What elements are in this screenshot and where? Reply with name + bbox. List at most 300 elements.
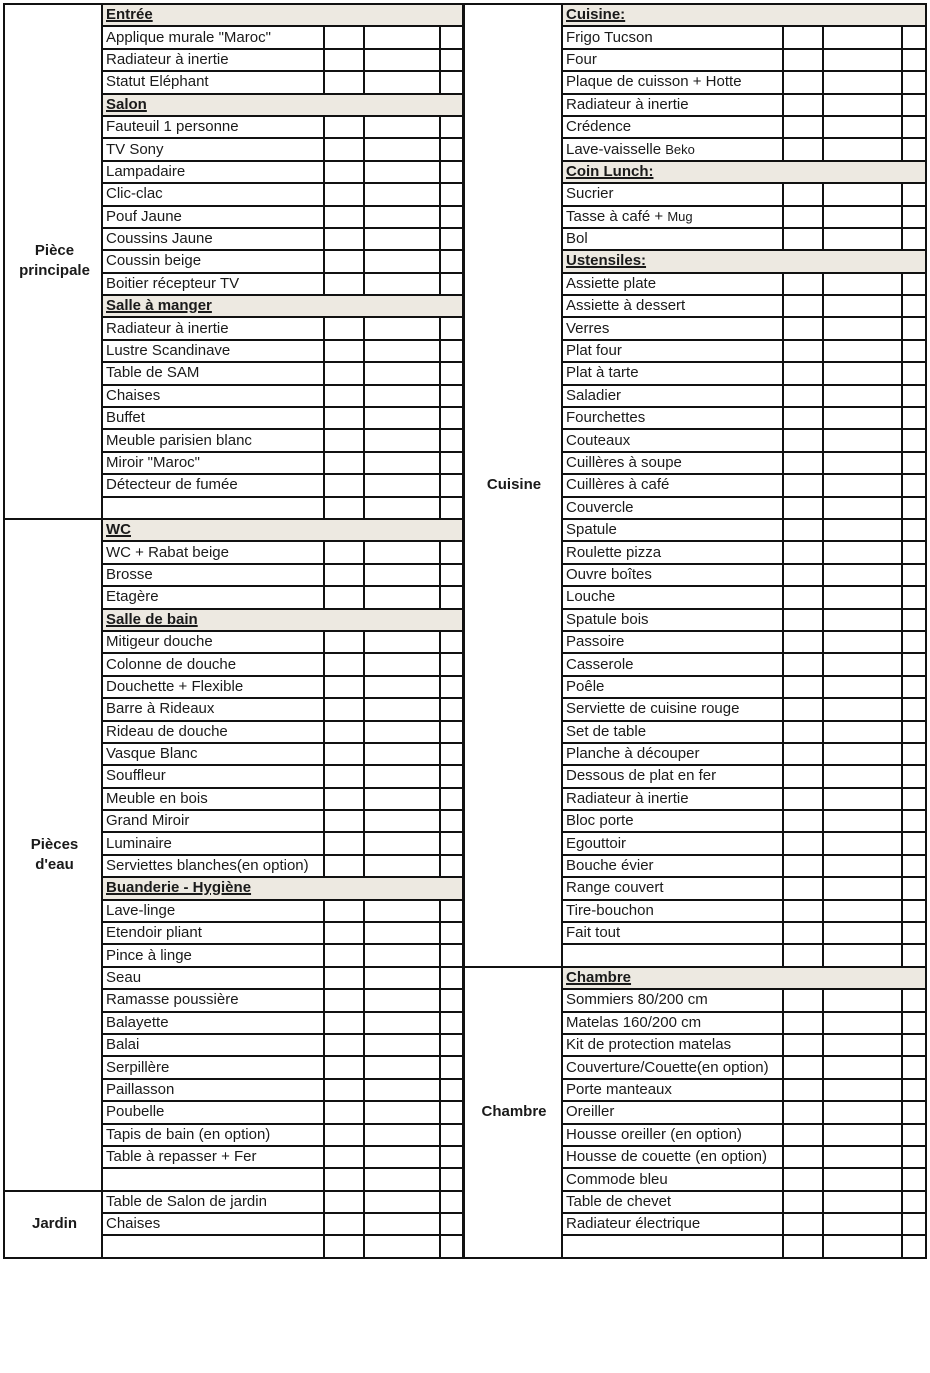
check-cell-3[interactable]	[440, 474, 464, 496]
check-cell-2[interactable]	[364, 832, 440, 854]
check-cell-2[interactable]	[823, 944, 902, 966]
check-cell-3[interactable]	[902, 317, 926, 339]
check-cell-3[interactable]	[902, 721, 926, 743]
check-cell-2[interactable]	[823, 183, 902, 205]
check-cell-3[interactable]	[440, 698, 464, 720]
check-cell-1[interactable]	[324, 429, 364, 451]
check-cell-1[interactable]	[324, 317, 364, 339]
check-cell-2[interactable]	[823, 452, 902, 474]
empty-item-cell[interactable]	[102, 1235, 324, 1257]
check-cell-3[interactable]	[440, 810, 464, 832]
check-cell-2[interactable]	[364, 1213, 440, 1235]
empty-item-cell[interactable]	[562, 944, 783, 966]
empty-item-cell[interactable]	[562, 1235, 783, 1257]
check-cell-3[interactable]	[902, 497, 926, 519]
check-cell-1[interactable]	[324, 497, 364, 519]
check-cell-1[interactable]	[324, 810, 364, 832]
check-cell-1[interactable]	[783, 1101, 823, 1123]
check-cell-3[interactable]	[902, 138, 926, 160]
check-cell-2[interactable]	[364, 340, 440, 362]
check-cell-1[interactable]	[324, 138, 364, 160]
check-cell-2[interactable]	[823, 877, 902, 899]
check-cell-2[interactable]	[364, 1056, 440, 1078]
check-cell-1[interactable]	[783, 49, 823, 71]
check-cell-1[interactable]	[324, 273, 364, 295]
check-cell-1[interactable]	[783, 676, 823, 698]
check-cell-1[interactable]	[783, 653, 823, 675]
check-cell-3[interactable]	[902, 855, 926, 877]
check-cell-3[interactable]	[440, 721, 464, 743]
check-cell-3[interactable]	[902, 474, 926, 496]
check-cell-3[interactable]	[902, 1034, 926, 1056]
check-cell-2[interactable]	[823, 362, 902, 384]
check-cell-1[interactable]	[324, 788, 364, 810]
check-cell-1[interactable]	[783, 94, 823, 116]
check-cell-1[interactable]	[783, 541, 823, 563]
check-cell-1[interactable]	[324, 721, 364, 743]
check-cell-1[interactable]	[783, 474, 823, 496]
check-cell-3[interactable]	[440, 497, 464, 519]
check-cell-1[interactable]	[324, 541, 364, 563]
check-cell-1[interactable]	[324, 1012, 364, 1034]
check-cell-3[interactable]	[902, 609, 926, 631]
check-cell-1[interactable]	[324, 989, 364, 1011]
check-cell-1[interactable]	[324, 452, 364, 474]
check-cell-2[interactable]	[823, 765, 902, 787]
check-cell-2[interactable]	[823, 273, 902, 295]
check-cell-1[interactable]	[324, 1168, 364, 1190]
check-cell-2[interactable]	[823, 1034, 902, 1056]
check-cell-1[interactable]	[783, 1168, 823, 1190]
check-cell-3[interactable]	[440, 541, 464, 563]
check-cell-2[interactable]	[364, 653, 440, 675]
check-cell-3[interactable]	[902, 676, 926, 698]
check-cell-3[interactable]	[902, 452, 926, 474]
check-cell-1[interactable]	[783, 1012, 823, 1034]
check-cell-2[interactable]	[364, 765, 440, 787]
check-cell-2[interactable]	[823, 116, 902, 138]
check-cell-2[interactable]	[823, 721, 902, 743]
check-cell-2[interactable]	[364, 317, 440, 339]
check-cell-1[interactable]	[324, 1146, 364, 1168]
check-cell-1[interactable]	[324, 407, 364, 429]
check-cell-1[interactable]	[324, 586, 364, 608]
check-cell-2[interactable]	[823, 1168, 902, 1190]
check-cell-2[interactable]	[823, 138, 902, 160]
check-cell-2[interactable]	[823, 49, 902, 71]
check-cell-3[interactable]	[902, 1235, 926, 1257]
check-cell-1[interactable]	[324, 944, 364, 966]
check-cell-1[interactable]	[783, 1191, 823, 1213]
check-cell-3[interactable]	[440, 765, 464, 787]
check-cell-1[interactable]	[783, 765, 823, 787]
check-cell-2[interactable]	[823, 1101, 902, 1123]
check-cell-1[interactable]	[324, 900, 364, 922]
check-cell-2[interactable]	[823, 429, 902, 451]
check-cell-2[interactable]	[823, 1146, 902, 1168]
check-cell-3[interactable]	[440, 1101, 464, 1123]
check-cell-3[interactable]	[440, 1146, 464, 1168]
check-cell-1[interactable]	[783, 810, 823, 832]
check-cell-3[interactable]	[440, 161, 464, 183]
check-cell-2[interactable]	[364, 1034, 440, 1056]
check-cell-1[interactable]	[783, 698, 823, 720]
check-cell-3[interactable]	[440, 183, 464, 205]
check-cell-1[interactable]	[324, 1101, 364, 1123]
check-cell-2[interactable]	[364, 631, 440, 653]
check-cell-3[interactable]	[902, 385, 926, 407]
check-cell-2[interactable]	[823, 1056, 902, 1078]
check-cell-3[interactable]	[440, 429, 464, 451]
check-cell-2[interactable]	[364, 138, 440, 160]
check-cell-3[interactable]	[440, 1191, 464, 1213]
check-cell-2[interactable]	[823, 1124, 902, 1146]
check-cell-2[interactable]	[364, 1012, 440, 1034]
check-cell-1[interactable]	[324, 116, 364, 138]
check-cell-2[interactable]	[823, 788, 902, 810]
check-cell-2[interactable]	[364, 1146, 440, 1168]
check-cell-2[interactable]	[364, 228, 440, 250]
check-cell-1[interactable]	[783, 1034, 823, 1056]
check-cell-1[interactable]	[783, 922, 823, 944]
check-cell-2[interactable]	[823, 855, 902, 877]
check-cell-1[interactable]	[783, 989, 823, 1011]
check-cell-3[interactable]	[902, 429, 926, 451]
check-cell-2[interactable]	[364, 26, 440, 48]
check-cell-3[interactable]	[902, 944, 926, 966]
check-cell-3[interactable]	[440, 586, 464, 608]
check-cell-3[interactable]	[440, 944, 464, 966]
check-cell-2[interactable]	[823, 474, 902, 496]
check-cell-3[interactable]	[902, 407, 926, 429]
check-cell-2[interactable]	[823, 94, 902, 116]
check-cell-1[interactable]	[324, 765, 364, 787]
check-cell-3[interactable]	[902, 900, 926, 922]
check-cell-2[interactable]	[364, 474, 440, 496]
check-cell-3[interactable]	[440, 116, 464, 138]
check-cell-2[interactable]	[364, 788, 440, 810]
check-cell-3[interactable]	[440, 832, 464, 854]
check-cell-1[interactable]	[783, 138, 823, 160]
check-cell-1[interactable]	[783, 26, 823, 48]
check-cell-2[interactable]	[364, 161, 440, 183]
check-cell-2[interactable]	[364, 452, 440, 474]
check-cell-2[interactable]	[364, 407, 440, 429]
check-cell-1[interactable]	[783, 340, 823, 362]
check-cell-2[interactable]	[823, 1213, 902, 1235]
check-cell-2[interactable]	[823, 586, 902, 608]
check-cell-3[interactable]	[440, 49, 464, 71]
check-cell-1[interactable]	[783, 407, 823, 429]
check-cell-1[interactable]	[783, 385, 823, 407]
check-cell-3[interactable]	[440, 273, 464, 295]
check-cell-2[interactable]	[364, 429, 440, 451]
check-cell-2[interactable]	[823, 519, 902, 541]
check-cell-3[interactable]	[902, 564, 926, 586]
check-cell-3[interactable]	[440, 1056, 464, 1078]
check-cell-1[interactable]	[783, 586, 823, 608]
check-cell-2[interactable]	[823, 989, 902, 1011]
check-cell-2[interactable]	[364, 721, 440, 743]
check-cell-1[interactable]	[324, 340, 364, 362]
check-cell-3[interactable]	[902, 1146, 926, 1168]
check-cell-3[interactable]	[902, 832, 926, 854]
check-cell-2[interactable]	[364, 1168, 440, 1190]
check-cell-3[interactable]	[902, 743, 926, 765]
check-cell-1[interactable]	[783, 429, 823, 451]
check-cell-2[interactable]	[364, 989, 440, 1011]
check-cell-3[interactable]	[902, 586, 926, 608]
check-cell-2[interactable]	[364, 586, 440, 608]
check-cell-1[interactable]	[324, 1034, 364, 1056]
check-cell-3[interactable]	[440, 676, 464, 698]
check-cell-2[interactable]	[364, 1191, 440, 1213]
check-cell-3[interactable]	[902, 1012, 926, 1034]
check-cell-1[interactable]	[783, 452, 823, 474]
check-cell-1[interactable]	[324, 71, 364, 93]
check-cell-1[interactable]	[783, 631, 823, 653]
check-cell-1[interactable]	[783, 855, 823, 877]
check-cell-1[interactable]	[324, 206, 364, 228]
check-cell-3[interactable]	[440, 340, 464, 362]
check-cell-1[interactable]	[783, 116, 823, 138]
check-cell-2[interactable]	[364, 541, 440, 563]
check-cell-2[interactable]	[364, 743, 440, 765]
check-cell-1[interactable]	[324, 1124, 364, 1146]
check-cell-2[interactable]	[823, 1235, 902, 1257]
check-cell-1[interactable]	[324, 161, 364, 183]
check-cell-1[interactable]	[783, 295, 823, 317]
check-cell-3[interactable]	[902, 1191, 926, 1213]
check-cell-1[interactable]	[324, 564, 364, 586]
check-cell-1[interactable]	[324, 922, 364, 944]
check-cell-1[interactable]	[783, 362, 823, 384]
check-cell-1[interactable]	[783, 1056, 823, 1078]
check-cell-3[interactable]	[902, 519, 926, 541]
check-cell-3[interactable]	[902, 26, 926, 48]
check-cell-1[interactable]	[324, 1079, 364, 1101]
check-cell-2[interactable]	[364, 273, 440, 295]
check-cell-2[interactable]	[364, 49, 440, 71]
check-cell-3[interactable]	[440, 250, 464, 272]
check-cell-2[interactable]	[823, 676, 902, 698]
check-cell-1[interactable]	[324, 250, 364, 272]
check-cell-3[interactable]	[440, 788, 464, 810]
check-cell-1[interactable]	[324, 855, 364, 877]
check-cell-2[interactable]	[364, 1079, 440, 1101]
check-cell-3[interactable]	[440, 967, 464, 989]
check-cell-3[interactable]	[902, 49, 926, 71]
check-cell-3[interactable]	[440, 989, 464, 1011]
check-cell-1[interactable]	[783, 497, 823, 519]
check-cell-2[interactable]	[364, 385, 440, 407]
check-cell-1[interactable]	[783, 273, 823, 295]
check-cell-1[interactable]	[324, 631, 364, 653]
check-cell-1[interactable]	[324, 698, 364, 720]
check-cell-3[interactable]	[902, 989, 926, 1011]
check-cell-2[interactable]	[823, 810, 902, 832]
check-cell-2[interactable]	[364, 698, 440, 720]
check-cell-1[interactable]	[324, 228, 364, 250]
check-cell-3[interactable]	[902, 1124, 926, 1146]
check-cell-3[interactable]	[902, 228, 926, 250]
check-cell-2[interactable]	[364, 1101, 440, 1123]
check-cell-3[interactable]	[440, 362, 464, 384]
check-cell-2[interactable]	[823, 407, 902, 429]
check-cell-2[interactable]	[823, 317, 902, 339]
check-cell-1[interactable]	[783, 832, 823, 854]
check-cell-3[interactable]	[902, 631, 926, 653]
check-cell-1[interactable]	[783, 788, 823, 810]
check-cell-3[interactable]	[902, 94, 926, 116]
check-cell-3[interactable]	[440, 1034, 464, 1056]
check-cell-2[interactable]	[364, 564, 440, 586]
check-cell-1[interactable]	[324, 1056, 364, 1078]
check-cell-2[interactable]	[823, 1191, 902, 1213]
check-cell-2[interactable]	[823, 743, 902, 765]
check-cell-2[interactable]	[823, 832, 902, 854]
check-cell-2[interactable]	[823, 26, 902, 48]
check-cell-2[interactable]	[364, 944, 440, 966]
check-cell-2[interactable]	[823, 385, 902, 407]
check-cell-3[interactable]	[902, 183, 926, 205]
check-cell-2[interactable]	[823, 900, 902, 922]
check-cell-1[interactable]	[783, 1213, 823, 1235]
check-cell-3[interactable]	[440, 1012, 464, 1034]
check-cell-2[interactable]	[823, 206, 902, 228]
check-cell-1[interactable]	[324, 967, 364, 989]
check-cell-3[interactable]	[902, 362, 926, 384]
check-cell-1[interactable]	[324, 676, 364, 698]
check-cell-3[interactable]	[440, 1124, 464, 1146]
check-cell-1[interactable]	[783, 317, 823, 339]
check-cell-3[interactable]	[902, 877, 926, 899]
check-cell-2[interactable]	[823, 609, 902, 631]
check-cell-2[interactable]	[364, 206, 440, 228]
check-cell-3[interactable]	[440, 900, 464, 922]
check-cell-1[interactable]	[783, 71, 823, 93]
check-cell-2[interactable]	[364, 676, 440, 698]
check-cell-2[interactable]	[823, 631, 902, 653]
check-cell-1[interactable]	[324, 1191, 364, 1213]
check-cell-3[interactable]	[440, 1235, 464, 1257]
check-cell-2[interactable]	[823, 295, 902, 317]
check-cell-2[interactable]	[823, 71, 902, 93]
check-cell-3[interactable]	[440, 743, 464, 765]
check-cell-2[interactable]	[823, 497, 902, 519]
check-cell-3[interactable]	[902, 116, 926, 138]
check-cell-2[interactable]	[364, 967, 440, 989]
check-cell-3[interactable]	[440, 1168, 464, 1190]
check-cell-1[interactable]	[783, 944, 823, 966]
check-cell-1[interactable]	[783, 519, 823, 541]
check-cell-1[interactable]	[324, 49, 364, 71]
check-cell-3[interactable]	[902, 71, 926, 93]
check-cell-1[interactable]	[783, 1235, 823, 1257]
check-cell-2[interactable]	[364, 116, 440, 138]
check-cell-3[interactable]	[440, 385, 464, 407]
check-cell-2[interactable]	[364, 250, 440, 272]
check-cell-2[interactable]	[823, 1012, 902, 1034]
check-cell-1[interactable]	[783, 743, 823, 765]
check-cell-2[interactable]	[364, 900, 440, 922]
check-cell-1[interactable]	[324, 832, 364, 854]
check-cell-3[interactable]	[440, 317, 464, 339]
check-cell-1[interactable]	[783, 1124, 823, 1146]
check-cell-2[interactable]	[823, 698, 902, 720]
check-cell-3[interactable]	[902, 1213, 926, 1235]
check-cell-2[interactable]	[823, 228, 902, 250]
check-cell-1[interactable]	[324, 1235, 364, 1257]
check-cell-3[interactable]	[902, 206, 926, 228]
check-cell-2[interactable]	[364, 497, 440, 519]
check-cell-1[interactable]	[324, 1213, 364, 1235]
check-cell-1[interactable]	[324, 743, 364, 765]
check-cell-3[interactable]	[440, 206, 464, 228]
check-cell-1[interactable]	[324, 26, 364, 48]
check-cell-3[interactable]	[440, 564, 464, 586]
check-cell-1[interactable]	[783, 564, 823, 586]
empty-item-cell[interactable]	[102, 1168, 324, 1190]
check-cell-3[interactable]	[440, 71, 464, 93]
check-cell-3[interactable]	[902, 788, 926, 810]
check-cell-2[interactable]	[364, 922, 440, 944]
check-cell-1[interactable]	[783, 1079, 823, 1101]
check-cell-1[interactable]	[783, 609, 823, 631]
check-cell-2[interactable]	[364, 1124, 440, 1146]
check-cell-3[interactable]	[902, 1079, 926, 1101]
check-cell-1[interactable]	[783, 206, 823, 228]
check-cell-1[interactable]	[783, 721, 823, 743]
check-cell-3[interactable]	[440, 26, 464, 48]
check-cell-1[interactable]	[324, 385, 364, 407]
check-cell-3[interactable]	[902, 541, 926, 563]
check-cell-2[interactable]	[364, 362, 440, 384]
check-cell-1[interactable]	[783, 1146, 823, 1168]
check-cell-3[interactable]	[440, 653, 464, 675]
check-cell-3[interactable]	[902, 653, 926, 675]
check-cell-2[interactable]	[364, 855, 440, 877]
check-cell-3[interactable]	[902, 340, 926, 362]
check-cell-1[interactable]	[324, 362, 364, 384]
check-cell-3[interactable]	[440, 631, 464, 653]
check-cell-3[interactable]	[440, 855, 464, 877]
check-cell-2[interactable]	[823, 653, 902, 675]
check-cell-3[interactable]	[902, 810, 926, 832]
check-cell-2[interactable]	[364, 183, 440, 205]
check-cell-2[interactable]	[823, 340, 902, 362]
check-cell-3[interactable]	[902, 1101, 926, 1123]
check-cell-3[interactable]	[902, 295, 926, 317]
check-cell-1[interactable]	[324, 183, 364, 205]
check-cell-2[interactable]	[823, 922, 902, 944]
check-cell-3[interactable]	[902, 698, 926, 720]
check-cell-3[interactable]	[440, 922, 464, 944]
check-cell-3[interactable]	[440, 228, 464, 250]
check-cell-1[interactable]	[783, 228, 823, 250]
check-cell-3[interactable]	[440, 138, 464, 160]
check-cell-1[interactable]	[783, 877, 823, 899]
check-cell-1[interactable]	[783, 900, 823, 922]
check-cell-3[interactable]	[440, 407, 464, 429]
empty-item-cell[interactable]	[102, 497, 324, 519]
check-cell-3[interactable]	[902, 922, 926, 944]
check-cell-1[interactable]	[324, 653, 364, 675]
check-cell-3[interactable]	[440, 1213, 464, 1235]
check-cell-3[interactable]	[902, 1056, 926, 1078]
check-cell-3[interactable]	[440, 452, 464, 474]
check-cell-2[interactable]	[823, 564, 902, 586]
